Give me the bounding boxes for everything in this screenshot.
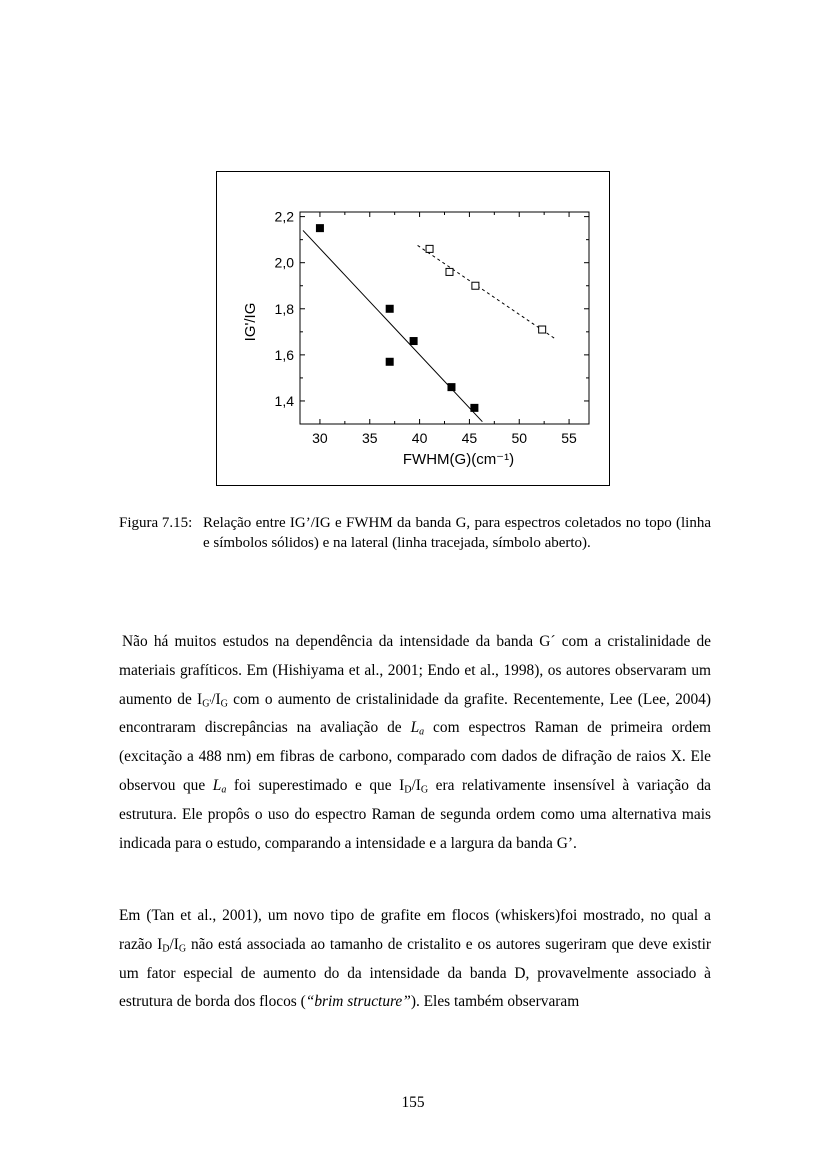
data-point-open xyxy=(539,326,546,333)
x-axis-label: FWHM(G)(cm⁻¹) xyxy=(402,451,515,468)
paragraph-1: Não há muitos estudos na dependência da intensidade da banda G´ com a cristalinidade de materiais grafíticos. Em (Hishiyama et al., 2001; Endo et al., 1998), os autores observaram um aumento de $I_{G'}/I_G$ com o aumento de cristalinidade da grafite. Recentemente, Lee (Lee, 2004) encontraram discrepâncias na avaliação de $L_a$ com espectros Raman de primeira ordem (excitação a 488 nm) em fibras de carbono, comparado com dados de difração de raios X. Ele observou que $L_a$ foi superestimado e que $I_D/I_G$ era relativamente insensível à variação da estrutura. Ele propôs o uso do espectro Raman de segunda ordem como uma alternativa mais indicada para o estudo, comparando a intensidade e a largura da banda G’. xyxy=(119,633,712,852)
paragraph-2: Em (Tan et al., 2001), um novo tipo de grafite em flocos (whiskers)foi mostrado, no qual a razão $I_D/I_G$ não está associada ao tamanho de cristalito e os autores sugeriram que deve existir um fator especial de aumento do da intensidade da banda D, provavelmente associado à estrutura de borda dos flocos (“brim structure”). Eles também observaram xyxy=(119,907,711,1011)
data-point-open xyxy=(426,245,433,252)
data-point-open xyxy=(472,282,479,289)
x-tick-label: 35 xyxy=(361,430,378,446)
x-tick-label: 30 xyxy=(312,430,328,446)
x-tick-label: 55 xyxy=(561,430,577,446)
y-tick-label: 1,4 xyxy=(274,392,294,409)
data-point-filled xyxy=(471,404,478,411)
data-point-filled xyxy=(386,358,393,365)
data-point-open xyxy=(446,268,453,275)
y-axis-label: IG'/IG xyxy=(242,302,259,342)
plot-area-border xyxy=(300,212,589,424)
y-tick-label: 2,0 xyxy=(274,254,294,271)
fit-line-solid xyxy=(303,230,482,421)
x-tick-label: 45 xyxy=(461,430,478,446)
y-tick-label: 1,6 xyxy=(274,346,294,363)
data-point-filled xyxy=(386,305,393,312)
page-number: 155 xyxy=(401,1094,425,1111)
caption-text: Relação entre IG’/IG e FWHM da banda G, para espectros coletados no topo (linha e símbolos sólidos) e na lateral (linha tracejada, símbolo aberto). xyxy=(203,515,711,551)
caption-label: Figura 7.15: xyxy=(119,515,193,531)
x-tick-label: 40 xyxy=(411,430,428,446)
figure-frame xyxy=(216,171,610,486)
y-tick-label: 2,2 xyxy=(274,208,294,225)
x-tick-label: 50 xyxy=(511,430,528,446)
fit-line-dashed xyxy=(418,245,556,338)
data-point-filled xyxy=(410,338,417,345)
scatter-chart xyxy=(217,172,611,487)
data-point-filled xyxy=(448,384,455,391)
data-point-filled xyxy=(316,225,323,232)
y-tick-label: 1,8 xyxy=(274,300,294,317)
